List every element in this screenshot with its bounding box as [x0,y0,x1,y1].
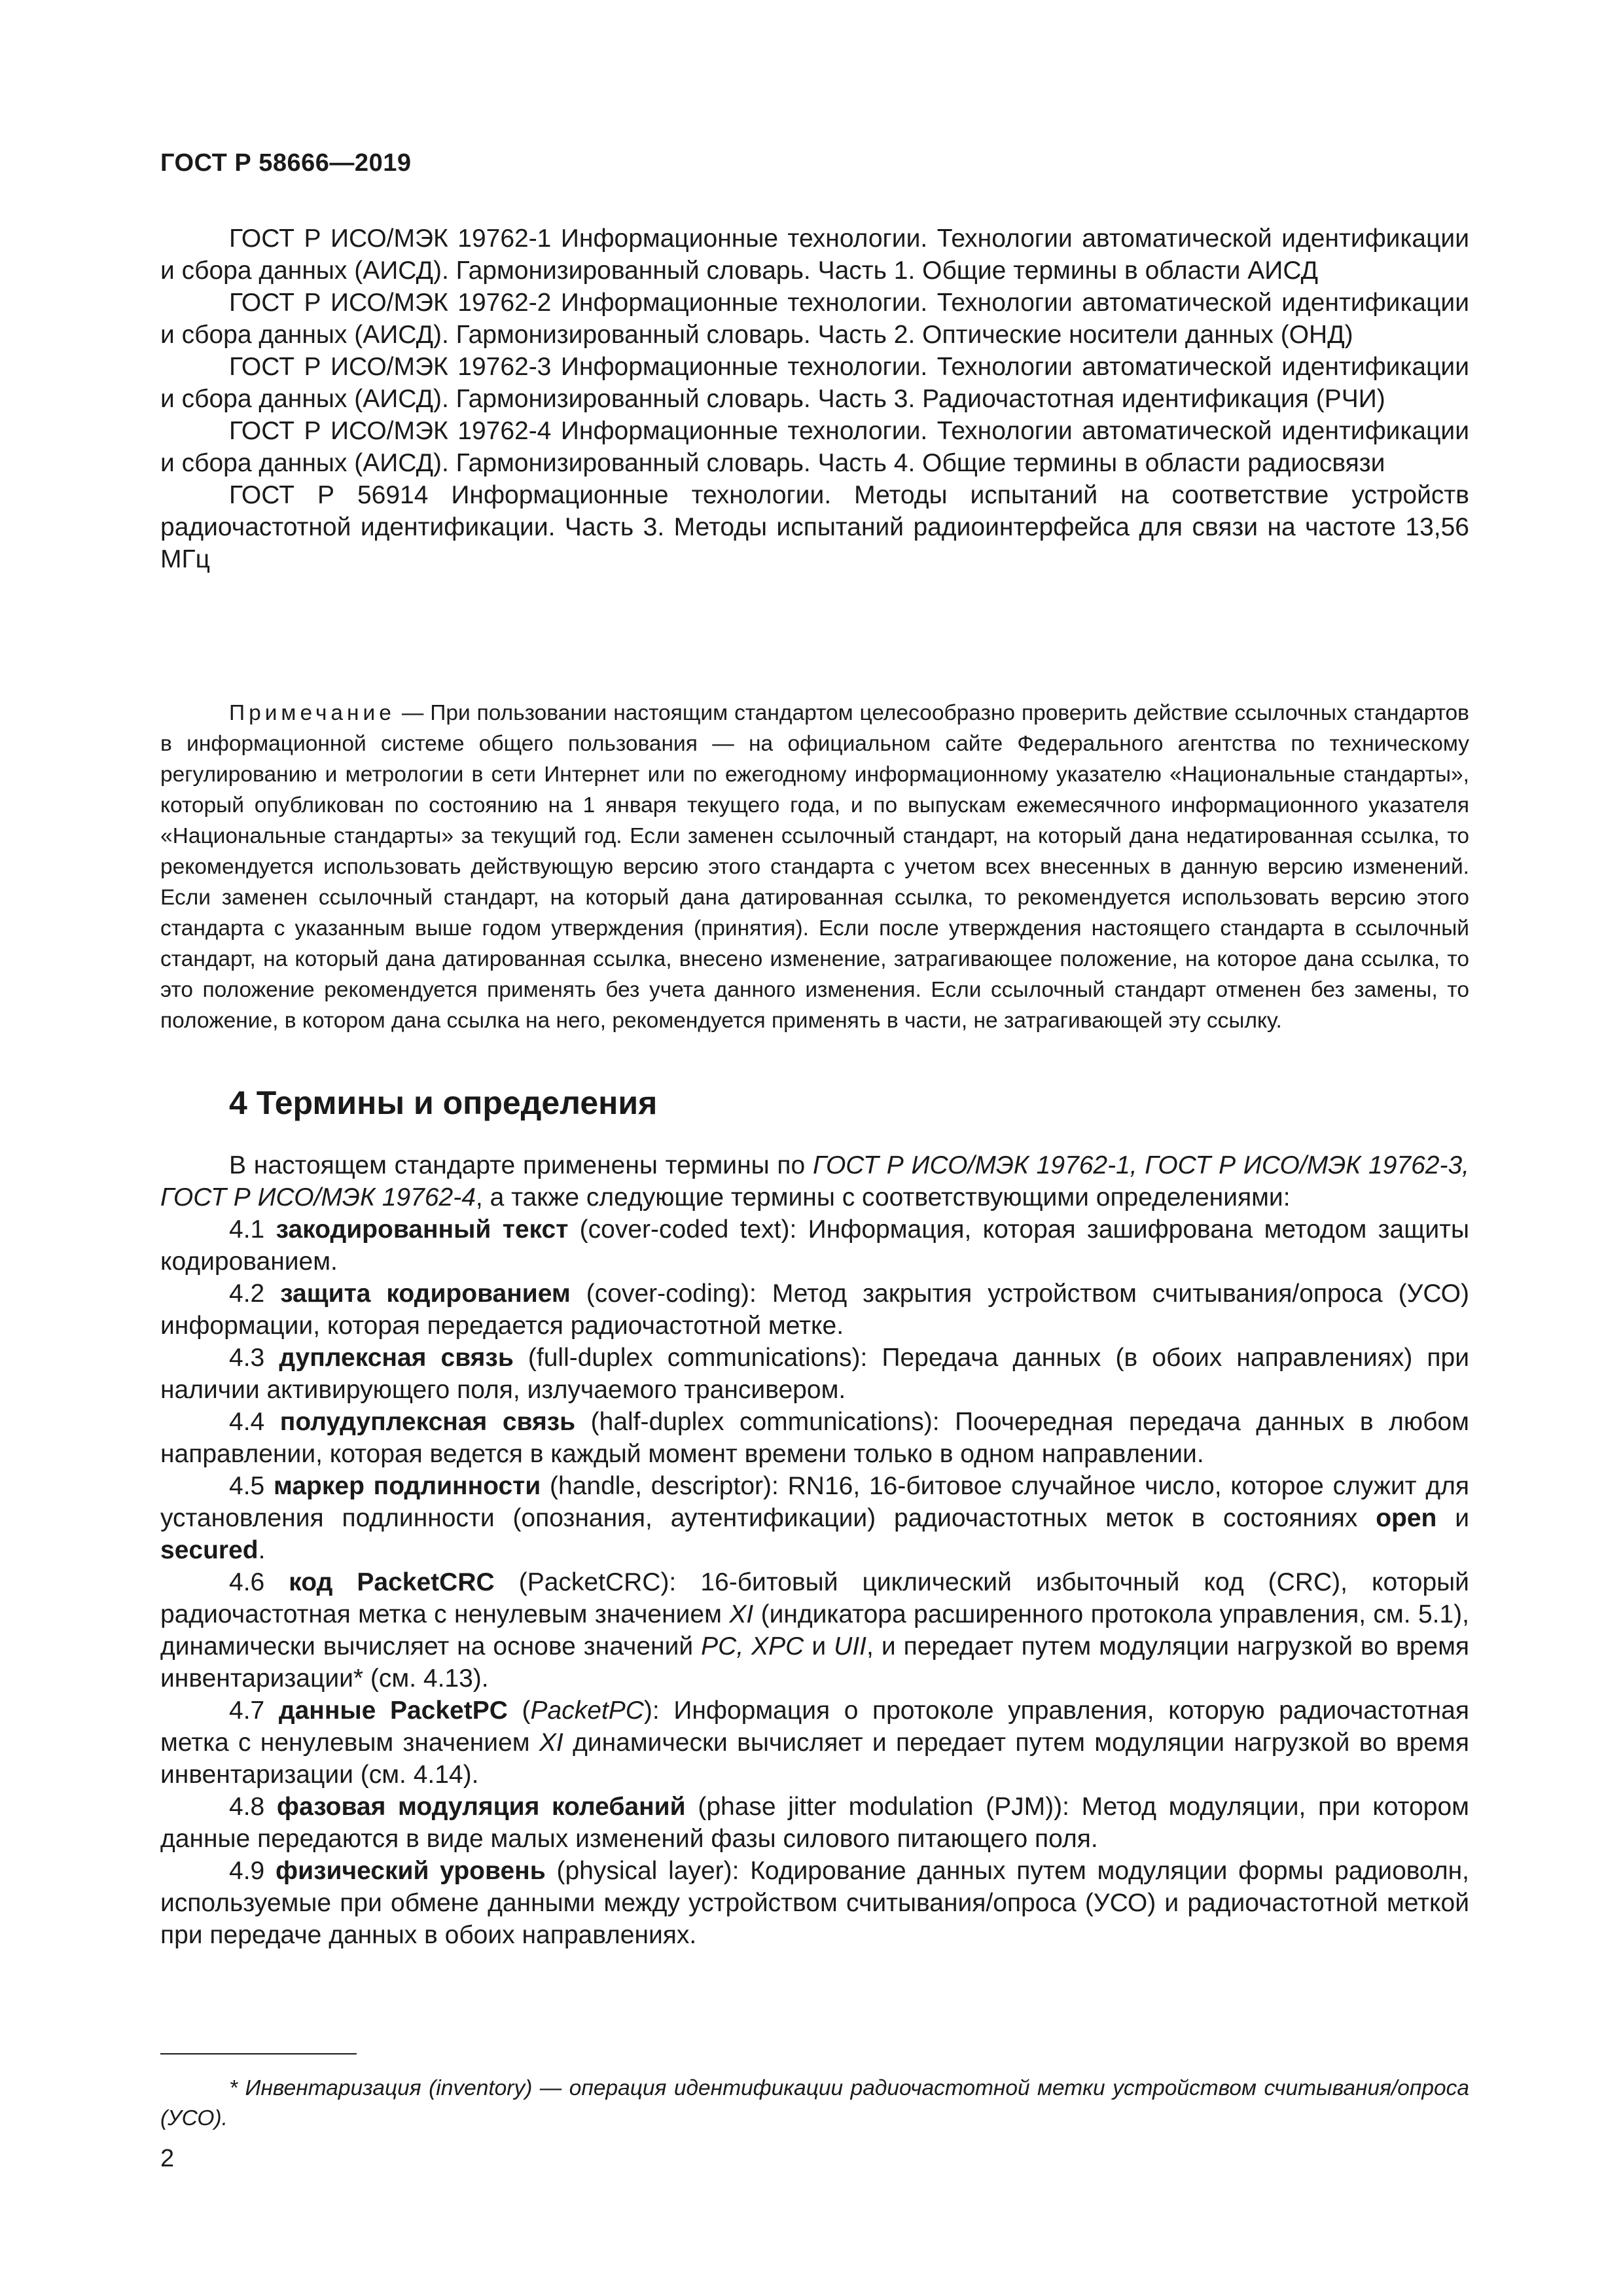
reference-item: ГОСТ Р ИСО/МЭК 19762-4 Информационные технологии. Технологии автоматической идентификации и сбора данных (АИСД). Гармонизированный словарь. Часть 4. Общие термины в области радиосвязи [160,417,1469,477]
term-entry: 4.5 маркер подлинности (handle, descriptor): RN16, 16-битовое случайное число, которое служит для установления подлинности (опознания, аутентификации) радиочастотных меток в состояниях open и secured. [160,1472,1470,1564]
term-name: данные PacketPC [278,1696,508,1725]
reference-item: ГОСТ Р 56914 Информационные технологии. Методы испытаний на соответствие устройств радиочастотной идентификации. Часть 3. Методы испытаний радиоинтерфейса для связи на частоте 13,56 МГц [160,481,1469,573]
footnote-divider [160,2053,357,2054]
term-name: код PacketCRC [289,1568,495,1596]
term-entry: 4.6 код PacketCRC (PacketCRC): 16-битовый циклический избыточный код (CRC), который радиочастотная метка с ненулевым значением XI (индикатора расширенного протокола управления, см. 5.1), динамически вычисляет на основе значений PC, XPC и UII, и передает путем модуляции нагрузкой во время инвентаризации* (см. 4.13). [160,1568,1470,1693]
term-name: закодированный текст [276,1215,569,1244]
term-name: маркер подлинности [274,1472,541,1500]
terms-list [160,1149,1469,1951]
term-name: защита кодированием [280,1280,571,1308]
term-name: дуплексная связь [279,1344,514,1372]
term-entry: 4.1 закодированный текст (cover-coded text): Информация, которая зашифрована методом защиты кодированием. [160,1215,1470,1276]
note-text: — При пользовании настоящим стандартом целесообразно проверить действие ссылочных стандартов в информационной системе общего пользования — на официальном сайте Федерального агентства по техническому регулированию и метрологии в сети Интернет или по ежегодному информационному указателю «Национальные стандарты», который опубликован по состоянию на 1 января текущего года, и по выпускам ежемесячного информационного указателя «Национальные стандарты» за текущий год. Если заменен ссылочный стандарт, на который дана недатированная ссылка, то рекомендуется использовать действующую версию этого стандарта с учетом всех внесенных в данную версию изменений. Если заменен ссылочный стандарт, на который дана датированная ссылка, то рекомендуется использовать версию этого стандарта с указанным выше годом утверждения (принятия). Если после утверждения настоящего стандарта в ссылочный стандарт, на который дана датированная ссылка, внесено изменение, затрагивающее положение, на которое дана ссылка, то это положение рекомендуется применять без учета данного изменения. Если ссылочный стандарт отменен без замены, то положение, в котором дана ссылка на него, рекомендуется применять в части, не затрагивающей эту ссылку. [160,701,1469,1033]
document-header: ГОСТ Р 58666—2019 [160,149,412,177]
reference-item: ГОСТ Р ИСО/МЭК 19762-2 Информационные технологии. Технологии автоматической идентификации и сбора данных (АИСД). Гармонизированный словарь. Часть 2. Оптические носители данных (ОНД) [160,289,1469,349]
footnote: * Инвентаризация (inventory) — операция идентификации радиочастотной метки устройством считывания/опроса (УСО). [160,2076,1469,2130]
note-paragraph [160,698,1469,1036]
term-name: полудуплексная связь [279,1408,576,1436]
section-title: 4 Термины и определения [229,1085,658,1121]
page-number: 2 [160,2145,175,2172]
term-entry: 4.9 физический уровень (physical layer): Кодирование данных путем модуляции формы радиоволн, используемые при обмене данными между устройством считывания/опроса (УСО) и радиочастотной меткой при передаче данных в обоих направлениях. [160,1857,1470,1949]
term-entry: 4.3 дуплексная связь (full-duplex communications): Передача данных (в обоих направлениях) при наличии активирующего поля, излучаемого трансивером. [160,1344,1469,1404]
term-entry: 4.2 защита кодированием (cover-coding): Метод закрытия устройством считывания/опроса (УСО) информации, которая передается радиочастотной метке. [160,1280,1469,1340]
reference-item: ГОСТ Р ИСО/МЭК 19762-3 Информационные технологии. Технологии автоматической идентификации и сбора данных (АИСД). Гармонизированный словарь. Часть 3. Радиочастотная идентификация (РЧИ) [160,353,1469,413]
intro-references: ГОСТ Р ИСО/МЭК 19762-1, ГОСТ Р ИСО/МЭК 19762-3, ГОСТ Р ИСО/МЭК 19762-4 [160,1151,1469,1211]
term-name: физический уровень [275,1857,546,1885]
reference-item: ГОСТ Р ИСО/МЭК 19762-1 Информационные технологии. Технологии автоматической идентификации и сбора данных (АИСД). Гармонизированный словарь. Часть 1. Общие термины в области АИСД [160,224,1469,285]
term-entry: 4.7 данные PacketPC (PacketPC): Информация о протоколе управления, которую радиочастотная метка с ненулевым значением XI динамически вычисляет и передает путем модуляции нагрузкой во время инвентаризации (см. 4.14). [160,1696,1469,1789]
term-name: фазовая модуляция колебаний [276,1793,686,1821]
note-label: Примечание [229,701,395,725]
normative-references [160,223,1469,575]
term-entry: 4.8 фазовая модуляция колебаний (phase jitter modulation (PJM)): Метод модуляции, при котором данные передаются в виде малых изменений фазы силового питающего поля. [160,1793,1469,1853]
term-entry: 4.4 полудуплексная связь (half-duplex communications): Поочередная передача данных в любом направлении, которая ведется в каждый момент времени только в одном направлении. [160,1408,1469,1468]
section-intro: В настоящем стандарте применены термины по ГОСТ Р ИСО/МЭК 19762-1, ГОСТ Р ИСО/МЭК 19762-3, ГОСТ Р ИСО/МЭК 19762-4, а также следующие термины с соответствующими определениями: [160,1151,1469,1211]
